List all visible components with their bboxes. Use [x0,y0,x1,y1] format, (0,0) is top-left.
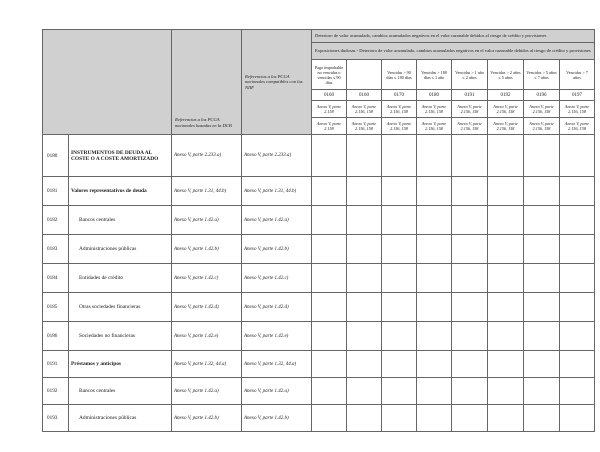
row-label: Valores representativos de deuda [69,177,172,206]
data-cell[interactable] [560,135,595,177]
financial-template-table [42,29,595,432]
column-code: 0196 [524,90,560,101]
data-cell[interactable] [382,293,417,322]
data-cell[interactable] [347,264,382,293]
subcolumn-label: Vencidas > 1 año ≤ 2 años [452,60,488,90]
column-code: 0180 [417,90,452,101]
row-label: Entidades de crédito [69,264,172,293]
data-cell[interactable] [382,322,417,351]
row-label: Bancos centrales [69,206,172,235]
column-reference: Anexo V, parte 2.158 [312,118,347,135]
data-cell[interactable] [347,351,382,378]
data-cell[interactable] [452,177,488,206]
table-row [43,378,595,405]
data-cell[interactable] [488,206,524,235]
column-reference: Anexo V, parte 2.156, 158 [524,101,560,118]
data-cell[interactable] [417,405,452,432]
column-reference: Anexo V, parte 2.156, 158 [382,118,417,135]
row-ref-pcga: Anexo V, parte 1.32, 44.a) [172,351,242,378]
row-ref-niif: Anexo V, parte 1.42.d) [242,293,312,322]
data-cell[interactable] [382,177,417,206]
column-code: 0160 [312,90,347,101]
data-cell[interactable] [524,264,560,293]
data-cell[interactable] [382,405,417,432]
data-cell[interactable] [488,177,524,206]
column-reference: Anexo V, parte 2.156, 158 [382,101,417,118]
column-reference: Anexo V, parte 2.156, 158 [417,118,452,135]
data-cell[interactable] [524,177,560,206]
data-cell[interactable] [452,351,488,378]
data-cell[interactable] [417,135,452,177]
row-ref-pcga: Anexo V, parte 1.42.a) [172,206,242,235]
data-cell[interactable] [312,351,347,378]
column-reference: Anexo V, parte 2.156, 158 [452,101,488,118]
row-label: Otras sociedades financieras [69,293,172,322]
data-cell[interactable] [452,135,488,177]
column-reference: Anexo V, parte 2.156, 158 [560,118,595,135]
row-ref-niif: Anexo V, parte 1.42.b) [242,405,312,432]
data-cell[interactable] [488,264,524,293]
row-ref-niif: Anexo V, parte 1.42.a) [242,206,312,235]
data-cell[interactable] [312,293,347,322]
row-ref-niif: Anexo V, parte 1.42.a) [242,378,312,405]
ref-niif-header: Referencias a los PCGA nacionales compatibles con las NIIF [242,30,312,135]
data-cell[interactable] [417,177,452,206]
data-cell[interactable] [417,264,452,293]
data-cell[interactable] [347,135,382,177]
row-label: INSTRUMENTOS DE DEUDA AL COSTE O A COSTE AMORTIZADO [69,135,172,177]
data-cell[interactable] [347,378,382,405]
group-header-non-performing: Exposiciones dudosas - Deterioro de valor acumulado, cambios acumulados negativos en el valor razonable debidos al riesgo de crédito y provisiones [312,43,595,60]
data-cell[interactable] [524,378,560,405]
data-cell[interactable] [382,135,417,177]
data-cell[interactable] [560,322,595,351]
column-reference: Anexo V, parte 2.156, 158 [347,101,382,118]
column-reference: Anexo V, parte 2.156, 158 [488,118,524,135]
data-cell[interactable] [452,264,488,293]
row-code: 0181 [43,177,69,206]
data-cell[interactable] [382,206,417,235]
table-row [43,405,595,432]
data-cell[interactable] [524,293,560,322]
data-cell[interactable] [417,351,452,378]
row-ref-pcga: Anexo V, parte 1.42.e) [172,322,242,351]
data-cell[interactable] [488,135,524,177]
column-reference: Anexo V, parte 2.156, 158 [417,101,452,118]
data-cell[interactable] [347,405,382,432]
data-cell[interactable] [312,405,347,432]
column-code: 0191 [452,90,488,101]
data-cell[interactable] [312,264,347,293]
data-cell[interactable] [560,351,595,378]
row-ref-pcga: Anexo V, parte 1.42.c) [172,264,242,293]
row-label: Bancos centrales [69,378,172,405]
data-cell[interactable] [560,378,595,405]
data-cell[interactable] [452,322,488,351]
row-ref-pcga: Anexo V, parte 1.42.b) [172,405,242,432]
data-cell[interactable] [560,293,595,322]
data-cell[interactable] [312,135,347,177]
subcolumn-label: Pago improbable no vencidas o vencidas ≤ 90 días [312,60,347,90]
data-cell[interactable] [452,405,488,432]
row-ref-niif: Anexo V, parte 1.32, 44.a) [242,351,312,378]
data-cell[interactable] [452,235,488,264]
corner-header [43,30,172,135]
subcolumn-label: Vencidas > 2 años ≤ 5 años [488,60,524,90]
data-cell[interactable] [347,322,382,351]
column-code: 0192 [488,90,524,101]
subcolumn-label: Vencidas > 5 años ≤ 7 años [524,60,560,90]
row-ref-pcga: Anexo V, parte 1.31, 44.b) [172,177,242,206]
data-cell[interactable] [382,351,417,378]
row-ref-niif: Anexo V, parte 1.42.b) [242,235,312,264]
data-cell[interactable] [524,405,560,432]
data-cell[interactable] [452,206,488,235]
subcolumn-label: Vencidas > 180 días ≤ 1 año [417,60,452,90]
column-code: 0197 [560,90,595,101]
data-cell[interactable] [452,293,488,322]
row-ref-niif: Anexo V, parte 2.233.a) [242,135,312,177]
column-code: 0160 [347,90,382,101]
row-ref-pcga: Anexo V, parte 1.42.b) [172,235,242,264]
data-cell[interactable] [488,235,524,264]
row-ref-niif: Anexo V, parte 1.42.e) [242,322,312,351]
data-cell[interactable] [560,235,595,264]
data-cell[interactable] [312,322,347,351]
column-reference: Anexo V, parte 2.156, 158 [560,101,595,118]
column-reference: Anexo V, parte 2.156, 158 [524,118,560,135]
data-cell[interactable] [488,322,524,351]
data-cell[interactable] [312,206,347,235]
data-cell[interactable] [417,322,452,351]
row-code: 0180 [43,135,69,177]
column-reference: Anexo V, parte 2.156, 158 [488,101,524,118]
table-row [43,135,595,177]
group-header-impairment: Deterioro de valor acumulado, cambios acumulados negativos en el valor razonable debidos al riesgo de crédito y provisiones [312,30,595,43]
column-reference: Anexo V, parte 2.158 [312,101,347,118]
data-cell[interactable] [524,322,560,351]
row-label: Préstamos y anticipos [69,351,172,378]
data-cell[interactable] [560,264,595,293]
column-reference: Anexo V, parte 2.156, 158 [452,118,488,135]
row-label: Administraciones públicas [69,405,172,432]
ref-pcga-header: Referencias a los PCGA nacionales basadas en la DCB [172,30,242,135]
table-row [43,206,595,235]
data-cell[interactable] [560,206,595,235]
row-label: Administraciones públicas [69,235,172,264]
data-cell[interactable] [312,235,347,264]
row-code: 0183 [43,235,69,264]
row-ref-niif: Anexo V, parte 1.42.c) [242,264,312,293]
data-cell[interactable] [312,378,347,405]
data-cell[interactable] [312,177,347,206]
data-cell[interactable] [524,206,560,235]
data-cell[interactable] [560,405,595,432]
table-row [43,264,595,293]
data-cell[interactable] [417,378,452,405]
data-cell[interactable] [560,177,595,206]
data-cell[interactable] [488,351,524,378]
subcolumn-label: Vencidas > 90 días ≤ 180 días [382,60,417,90]
column-code: 0170 [382,90,417,101]
data-cell[interactable] [417,206,452,235]
row-code: 0186 [43,322,69,351]
data-cell[interactable] [524,351,560,378]
row-label: Sociedades no financieras [69,322,172,351]
data-cell[interactable] [524,135,560,177]
data-cell[interactable] [488,378,524,405]
row-ref-pcga: Anexo V, parte 1.42.d) [172,293,242,322]
row-code: 0182 [43,206,69,235]
subcolumn-label [347,60,382,90]
data-cell[interactable] [417,293,452,322]
data-cell[interactable] [382,264,417,293]
row-ref-pcga: Anexo V, parte 1.42.a) [172,378,242,405]
table-row [43,177,595,206]
row-code: 0193 [43,405,69,432]
row-code: 0184 [43,264,69,293]
row-code: 0192 [43,378,69,405]
table-row [43,235,595,264]
table-row [43,293,595,322]
data-cell[interactable] [347,235,382,264]
data-cell[interactable] [382,378,417,405]
data-cell[interactable] [347,293,382,322]
data-cell[interactable] [488,293,524,322]
table-row [43,351,595,378]
data-cell[interactable] [347,177,382,206]
column-reference: Anexo V, parte 2.156, 158 [347,118,382,135]
row-ref-niif: Anexo V, parte 1.31, 44.b) [242,177,312,206]
row-ref-pcga: Anexo V, parte 2.233.a) [172,135,242,177]
data-cell[interactable] [347,206,382,235]
row-code: 0191 [43,351,69,378]
data-cell[interactable] [452,378,488,405]
subcolumn-label: Vencidas > 7 años [560,60,595,90]
data-cell[interactable] [524,235,560,264]
data-cell[interactable] [488,405,524,432]
data-cell[interactable] [382,235,417,264]
table-row [43,322,595,351]
data-cell[interactable] [417,235,452,264]
row-code: 0185 [43,293,69,322]
